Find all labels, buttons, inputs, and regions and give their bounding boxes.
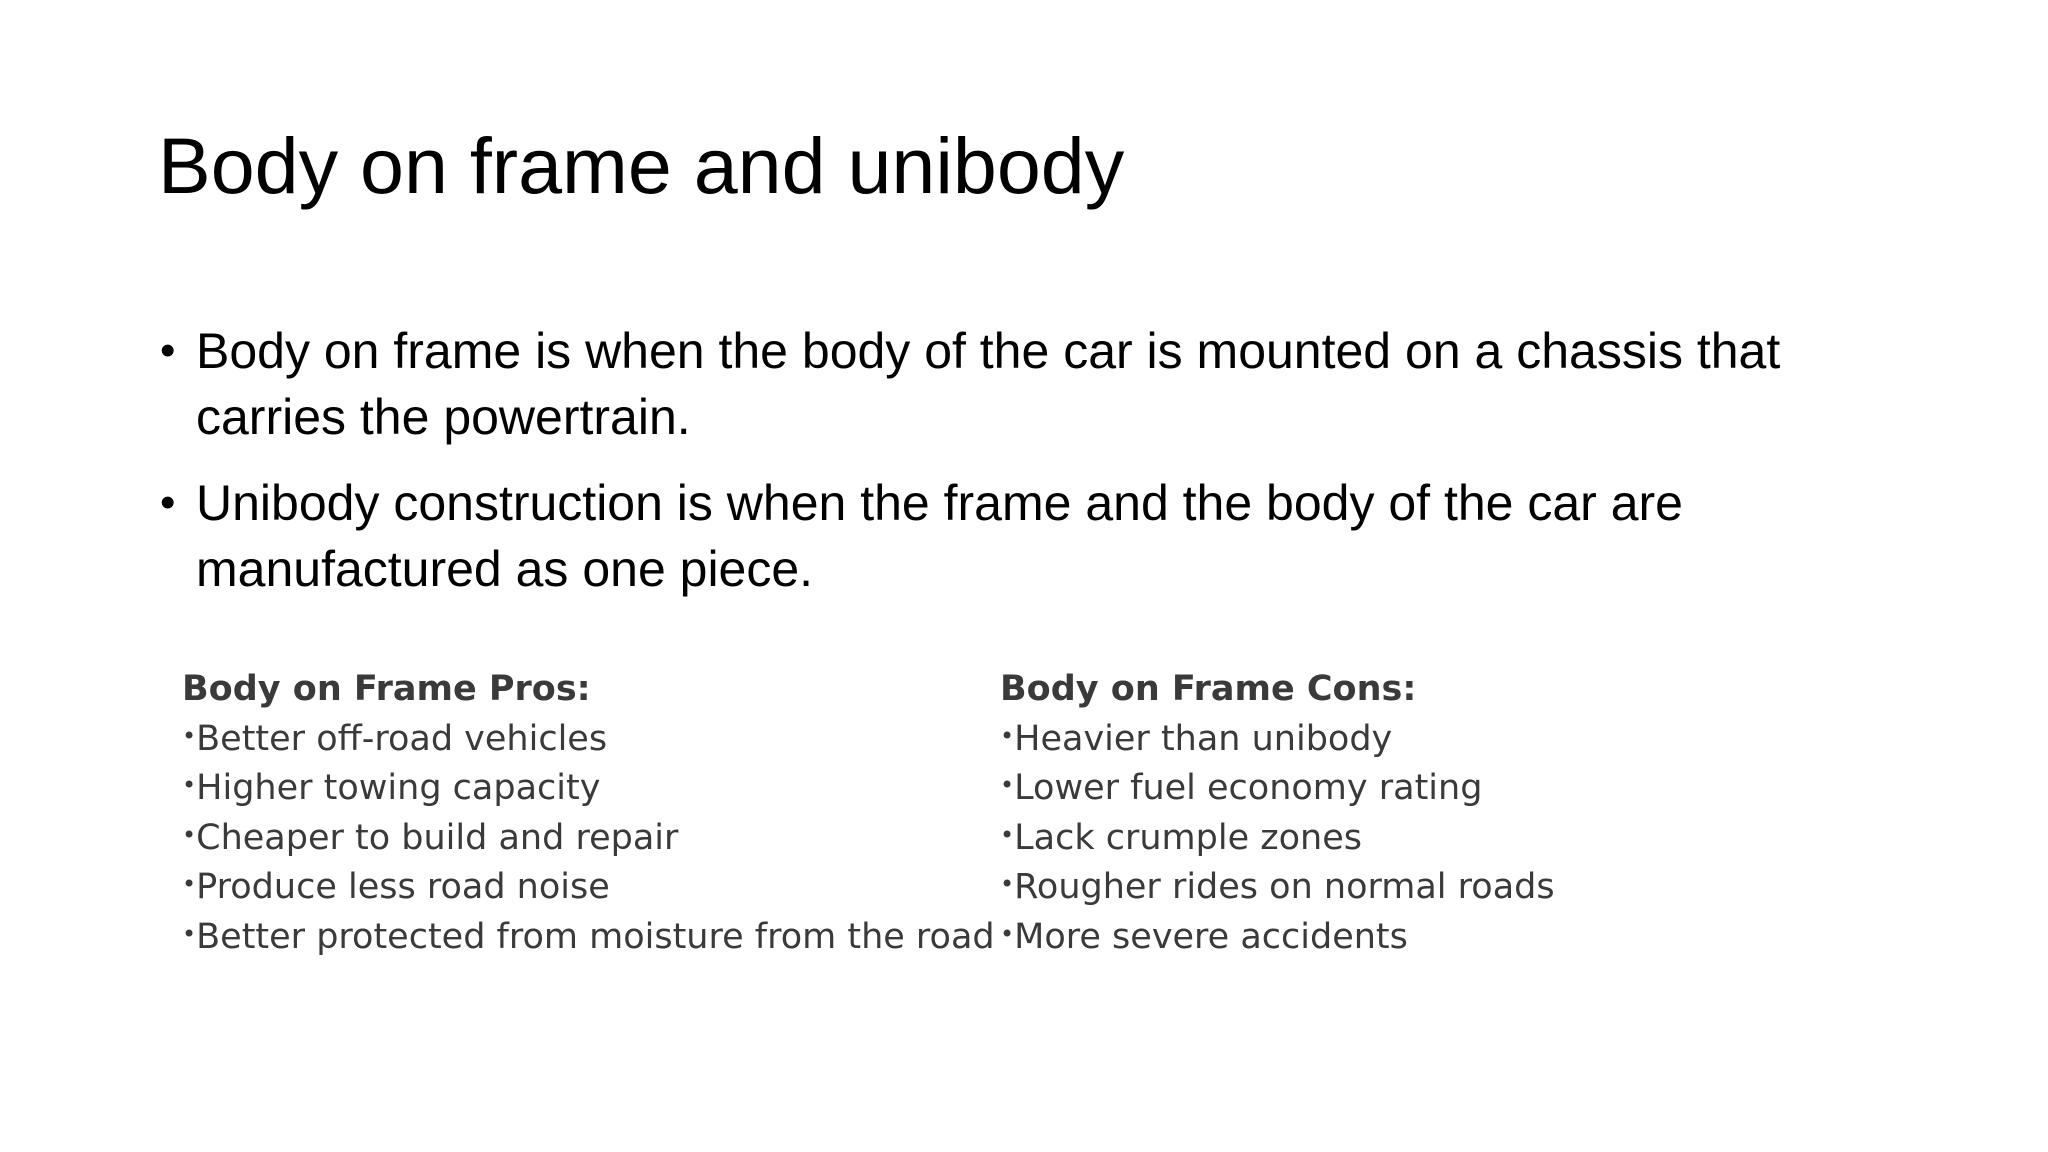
pros-item bbox=[182, 713, 995, 763]
main-bullet bbox=[158, 318, 1898, 450]
item-marker: • bbox=[1000, 721, 1015, 750]
main-bullet bbox=[158, 470, 1898, 602]
pros-heading: Body on Frame Pros: bbox=[182, 669, 591, 709]
cons-item bbox=[1000, 861, 1555, 911]
main-bullet-list bbox=[158, 318, 1898, 622]
item-marker: • bbox=[182, 820, 197, 849]
cons-column bbox=[1000, 666, 1555, 960]
cons-item-text: Lower fuel economy rating bbox=[1014, 768, 1483, 808]
item-marker: • bbox=[1000, 820, 1015, 849]
pros-item-text: Better protected from moisture from the road bbox=[196, 916, 995, 957]
pros-item bbox=[182, 762, 995, 812]
pros-item bbox=[182, 812, 995, 862]
pros-item bbox=[182, 911, 995, 961]
cons-item-text: Lack crumple zones bbox=[1014, 817, 1362, 858]
bullet-text: Body on frame is when the body of the car is mounted on a chassis that carries the powertrain. bbox=[196, 323, 1781, 445]
cons-item-text: Rougher rides on normal roads bbox=[1014, 867, 1555, 907]
item-marker: • bbox=[182, 721, 197, 750]
pros-cons-columns bbox=[182, 666, 1682, 966]
item-marker: • bbox=[182, 870, 197, 898]
item-marker: • bbox=[1000, 919, 1015, 948]
pros-column bbox=[182, 666, 995, 960]
bullet-marker: • bbox=[160, 326, 176, 375]
bullet-marker: • bbox=[160, 478, 176, 527]
pros-item-text: Better off-road vehicles bbox=[196, 718, 608, 759]
item-marker: • bbox=[182, 919, 197, 948]
item-marker: • bbox=[182, 771, 197, 799]
cons-item bbox=[1000, 762, 1555, 812]
cons-item bbox=[1000, 713, 1555, 763]
pros-item bbox=[182, 861, 995, 911]
slide-title: Body on frame and unibody bbox=[158, 121, 1125, 210]
cons-item bbox=[1000, 911, 1555, 961]
item-marker: • bbox=[1000, 771, 1015, 799]
cons-heading: Body on Frame Cons: bbox=[1000, 669, 1417, 709]
pros-item-text: Produce less road noise bbox=[196, 867, 610, 907]
item-marker: • bbox=[1000, 870, 1015, 898]
cons-item-text: Heavier than unibody bbox=[1014, 718, 1393, 759]
bullet-text: Unibody construction is when the frame and the body of the car are manufactured as one piece. bbox=[196, 475, 1683, 597]
cons-item bbox=[1000, 812, 1555, 862]
pros-item-text: Higher towing capacity bbox=[196, 768, 601, 808]
pros-item-text: Cheaper to build and repair bbox=[196, 817, 679, 858]
cons-item-text: More severe accidents bbox=[1014, 916, 1408, 957]
